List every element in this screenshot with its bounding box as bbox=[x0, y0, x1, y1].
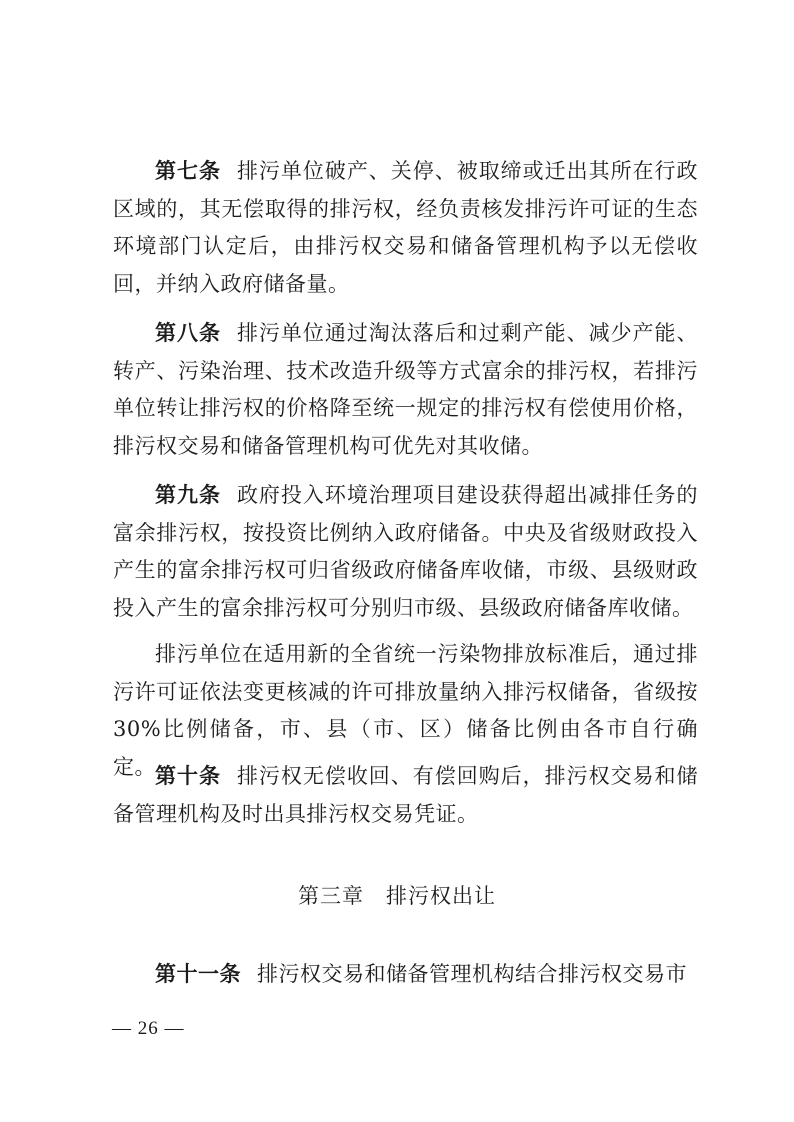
article-11-label: 第十一条 bbox=[155, 962, 241, 986]
article-8-text: 排污单位通过淘汰落后和过剩产能、减少产能、转产、污染治理、技术改造升级等方式富余的排污权，若排污单位转让排污权的价格降至统一规定的排污权有偿使用价格，排污权交易和储备管理机构可优先对其收储。 bbox=[113, 321, 699, 458]
article-8-label: 第八条 bbox=[155, 321, 221, 345]
article-8 bbox=[113, 315, 698, 465]
article-10-text: 排污权无偿收回、有偿回购后，排污权交易和储备管理机构及时出具排污权交易凭证。 bbox=[113, 764, 699, 826]
article-7-text: 排污单位破产、关停、被取缔或迁出其所在行政区域的，其无偿取得的排污权，经负责核发排污许可证的生态环境部门认定后，由排污权交易和储备管理机构予以无偿收回，并纳入政府储备量。 bbox=[113, 159, 699, 296]
article-9-paragraph-2-text: 排污单位在适用新的全省统一污染物排放标准后，通过排污许可证依法变更核减的许可排放量纳入排污权储备，省级按30%比例储备，市、县（市、区）储备比例由各市自行确定。 bbox=[113, 642, 698, 779]
chapter-title: 排污权出让 bbox=[386, 884, 496, 908]
article-9-text: 政府投入环境治理项目建设获得超出减排任务的富余排污权，按投资比例纳入政府储备。中央及省级财政投入产生的富余排污权可归省级政府储备库收储，市级、县级财政投入产生的富余排污权可分别归市级、县级政府储备库收储。 bbox=[113, 483, 699, 620]
article-9 bbox=[113, 477, 698, 627]
chapter-heading bbox=[0, 880, 794, 910]
article-10-label: 第十条 bbox=[155, 764, 221, 788]
article-11 bbox=[113, 956, 698, 994]
page-number: — 26 — bbox=[112, 1018, 185, 1039]
article-9-label: 第九条 bbox=[155, 483, 221, 507]
chapter-number: 第三章 bbox=[298, 884, 364, 908]
article-10 bbox=[113, 758, 698, 833]
article-7 bbox=[113, 153, 698, 303]
article-7-label: 第七条 bbox=[155, 159, 221, 183]
article-11-text: 排污权交易和储备管理机构结合排污权交易市 bbox=[257, 962, 687, 986]
